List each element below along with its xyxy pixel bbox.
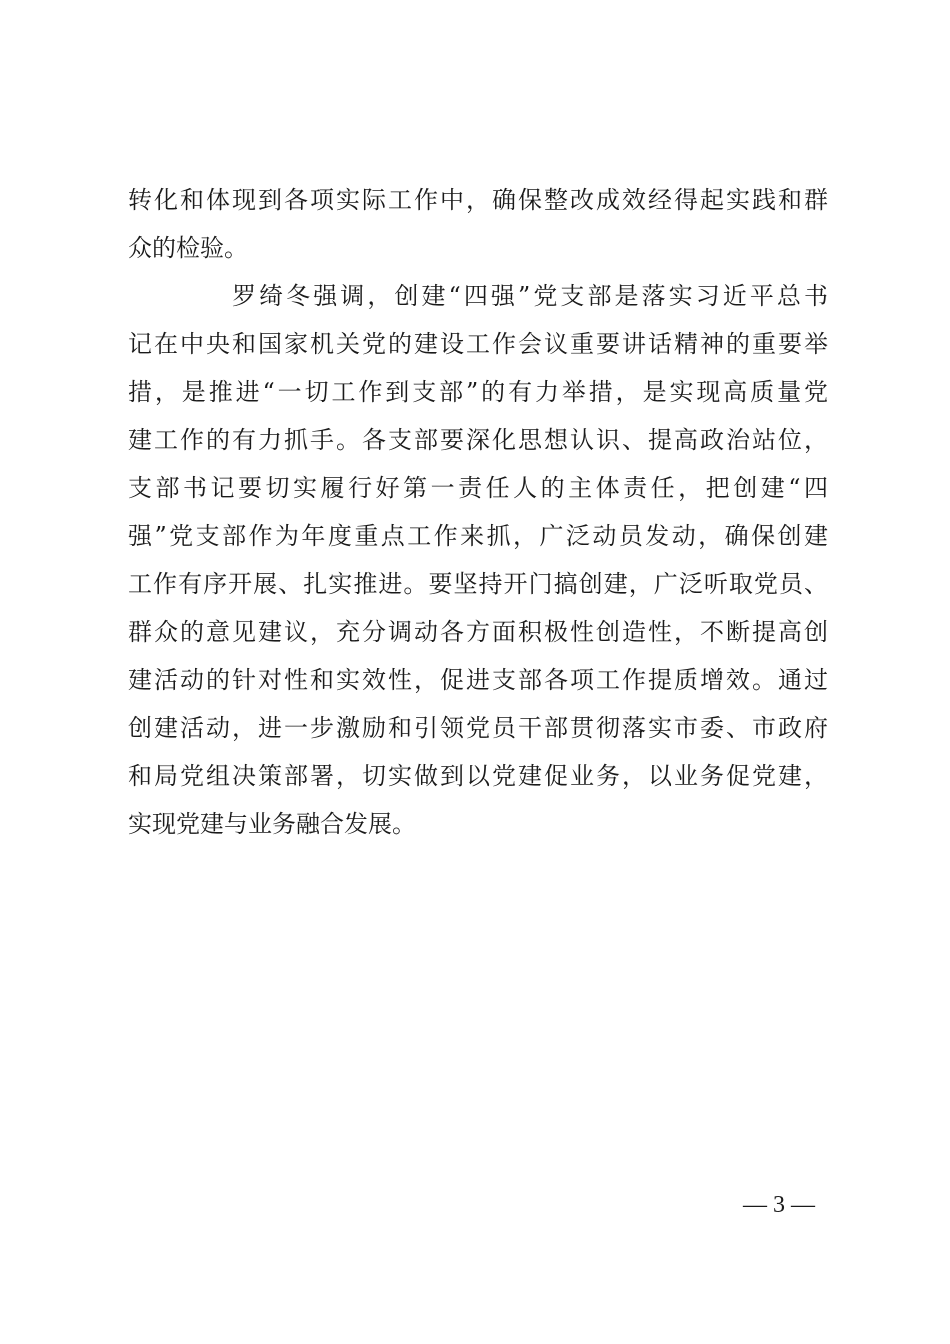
paragraph-continued bbox=[128, 176, 828, 272]
text-line: 实现党建与业务融合发展。 bbox=[128, 810, 416, 838]
paragraph-main bbox=[128, 272, 828, 848]
text-line: 和局党组决策部署，切实做到以党建促业务，以业务促党建， bbox=[128, 762, 828, 790]
text-line: 支部书记要切实履行好第一责任人的主体责任，把创建“四 bbox=[128, 474, 828, 502]
text-line: 措，是推进“一切工作到支部”的有力举措，是实现高质量党 bbox=[128, 378, 828, 406]
text-line: 转化和体现到各项实际工作中，确保整改成效经得起实践和群 bbox=[128, 186, 828, 214]
body-text bbox=[128, 176, 828, 848]
page-number: — 3 — bbox=[743, 1192, 815, 1218]
text-line: 创建活动，进一步激励和引领党员干部贯彻落实市委、市政府 bbox=[128, 714, 828, 742]
text-line: 罗绮冬强调，创建“四强”党支部是落实习近平总书 bbox=[232, 282, 828, 310]
text-line: 众的检验。 bbox=[128, 234, 248, 262]
text-line: 建工作的有力抓手。各支部要深化思想认识、提高政治站位， bbox=[128, 426, 828, 454]
text-line: 记在中央和国家机关党的建设工作会议重要讲话精神的重要举 bbox=[128, 330, 828, 358]
text-line: 工作有序开展、扎实推进。要坚持开门搞创建，广泛听取党员、 bbox=[128, 570, 828, 598]
text-line: 建活动的针对性和实效性，促进支部各项工作提质增效。通过 bbox=[128, 666, 828, 694]
text-line: 群众的意见建议，充分调动各方面积极性创造性，不断提高创 bbox=[128, 618, 828, 646]
text-line: 强”党支部作为年度重点工作来抓，广泛动员发动，确保创建 bbox=[128, 522, 828, 550]
